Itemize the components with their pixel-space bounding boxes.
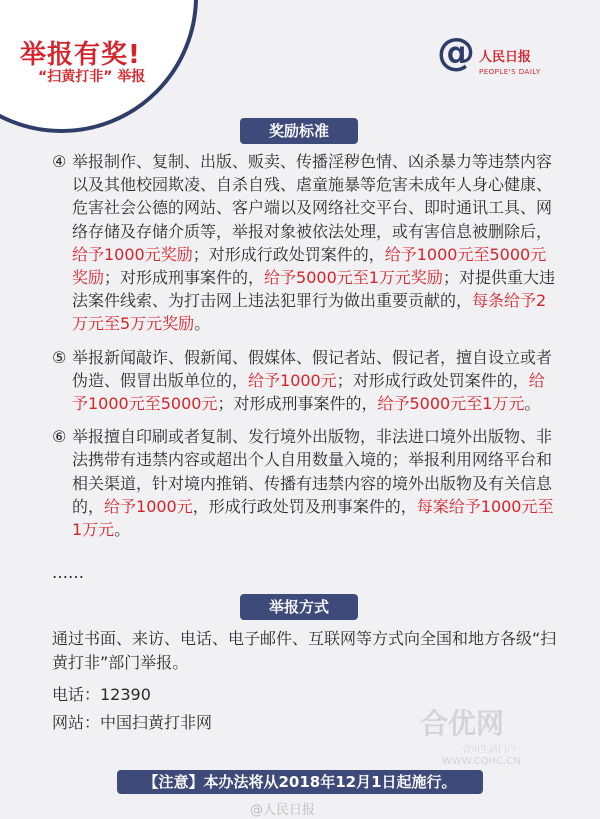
rule-text: ；对形成刑事案件的， <box>104 268 265 288</box>
rewards-section-title: 奖励标准 <box>240 118 358 144</box>
methods-section-title: 举报方式 <box>240 594 358 620</box>
rule-text: 。 <box>114 520 131 540</box>
rule-text: 举报擅自印刷或者复制、发行境外出版物，非法进口境外出版物、非法携带有违禁内容或超出个人自用数量入境的；举报利用网络平台和相关渠道，针对境内推销、传播有违禁内容的境外出版物及有关信息的， <box>72 427 553 516</box>
rule-text: ；对形成行政处罚案件的， <box>336 370 529 390</box>
reward-amount: 给予1000元至5000元奖励 <box>72 244 547 288</box>
site-watermark-tag: 合川生活门户 <box>462 745 517 755</box>
effective-date-notice: 【注意】本办法将从2018年12月1日起施行。 <box>117 770 483 794</box>
rule-text: 。 <box>194 314 211 334</box>
rule-text: ；对形成行政处罚案件的， <box>192 244 385 264</box>
rule-number: ⑤ <box>52 347 67 367</box>
site-watermark <box>402 702 572 772</box>
report-method-text: 通过书面、来访、电话、电子邮件、互联网等方式向全国和地方各级“扫黄打非”部门举报。 <box>52 629 557 672</box>
rule-text: ，形成行政处罚及刑事案件的， <box>192 496 417 516</box>
reward-amount: 每案给予1000元至1万元 <box>72 496 554 540</box>
weibo-watermark: @人民日报 <box>250 803 316 818</box>
site-watermark-name: 合优网 <box>420 707 505 740</box>
reward-amount: 给予1000元奖励 <box>72 244 193 264</box>
reward-amount: 给予5000元至1万元奖励 <box>264 268 443 288</box>
at-icon: @ <box>437 30 475 74</box>
reward-amount: 给予5000元至1万元 <box>377 394 525 414</box>
reward-rules-list <box>52 150 557 551</box>
rule-text: 。 <box>524 394 541 414</box>
logo-subtitle: PEOPLE'S DAILY <box>479 68 541 76</box>
rule-text: ；对提供重大违法案件线索、为打击网上违法犯罪行为做出重要贡献的， <box>72 268 555 311</box>
brand-title: 举报有奖! <box>20 40 141 70</box>
reward-amount: 给予1000元 <box>104 496 193 516</box>
reward-rule <box>52 346 557 416</box>
report-website: 网站：中国扫黄打非网 <box>52 713 213 732</box>
rule-number: ④ <box>52 152 67 171</box>
rule-text: 举报制作、复制、出版、贩卖、传播淫秽色情、凶杀暴力等违禁内容以及其他校园欺凌、自杀自残、虐童施暴等危害未成年人身心健康、危害社会公德的网站、客户端以及网络社交平台、即时通讯工具、网络存储及存储介质等，举报对象被依法处理，或有害信息被删除后， <box>72 152 553 241</box>
ellipsis: …… <box>52 563 84 582</box>
reward-rule <box>52 150 557 336</box>
site-watermark-url: WWW.CQHC.CN <box>442 756 521 767</box>
logo-name: 人民日报 <box>479 50 532 65</box>
reward-amount: 每条给予2万元至5万元奖励 <box>72 291 547 334</box>
reward-amount: 给予1000元 <box>248 370 337 390</box>
reward-amount: 给予1000元至5000元 <box>72 370 545 414</box>
report-phone: 电话：12390 <box>52 685 151 704</box>
reward-rule <box>52 425 557 541</box>
brand-subtitle: “扫黄打非” 举报 <box>38 69 146 85</box>
rule-text: ；对形成刑事案件的， <box>217 394 378 414</box>
rule-number: ⑥ <box>52 427 67 447</box>
rule-text: 举报新闻敲诈、假新闻、假媒体、假记者站、假记者，擅自设立或者伪造、假冒出版单位的， <box>72 347 553 390</box>
